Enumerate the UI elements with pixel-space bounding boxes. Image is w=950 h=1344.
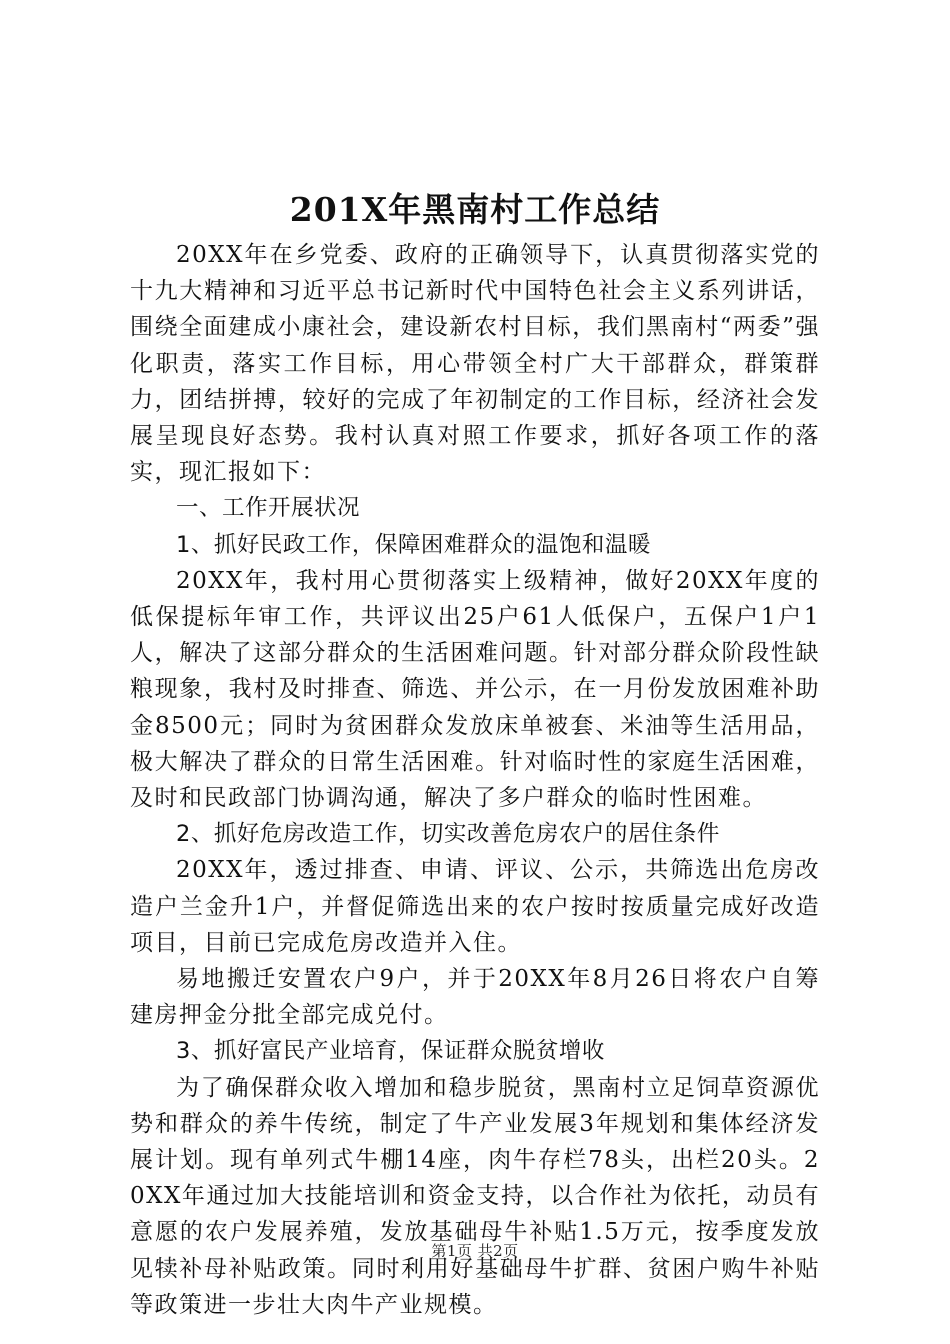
section-heading: 一、工作开展状况 (176, 495, 361, 522)
subsection-heading-1: 1、抓好民政工作，保障困难群众的温饱和温暖 (176, 531, 651, 558)
document-title: 201X年黑南村工作总结 (289, 190, 661, 229)
body-paragraph-industry: 为了确保群众收入增加和稳步脱贫，黑南村立足饲草资源优势和群众的养牛传统，制定了牛产业发展3年规划和集体经济发展计划。现有单列式牛棚14座，肉牛存栏78头，出栏20头。20XX年通过加大技能培训和资金支持，以合作社为依托，动员有意愿的农户发展养殖，发放基础母牛补贴1.5万元，按季度发放见犊补母补贴政策。同时利用好基础母牛扩群、贫困户购牛补贴等政策进一步壮大肉牛产业规模。 (130, 1074, 820, 1318)
intro-paragraph: 20XX年在乡党委、政府的正确领导下，认真贯彻落实党的十九大精神和习近平总书记新时代中国特色社会主义系列讲话，围绕全面建成小康社会，建设新农村目标，我们黑南村“两委”强化职责，落实工作目标，用心带领全村广大干部群众，群策群力，团结拼搏，较好的完成了年初制定的工作目标，经济社会发展呈现良好态势。我村认真对照工作要求，抓好各项工作的落实，现汇报如下： (130, 242, 820, 486)
subsection-heading-3: 3、抓好富民产业培育，保证群众脱贫增收 (176, 1038, 605, 1065)
body-paragraph-relocation: 易地搬迁安置农户9户，并于20XX年8月26日将农户自筹建房押金分批全部完成兑付。 (130, 966, 820, 1029)
document-body (130, 183, 820, 1323)
body-paragraph-housing: 20XX年，透过排查、申请、评议、公示，共筛选出危房改造户兰金升1户，并督促筛选出来的农户按时按质量完成好改造项目，目前已完成危房改造并入住。 (130, 857, 820, 956)
page-footer: 第1页 共2页 (431, 1242, 519, 1260)
subsection-heading-2: 2、抓好危房改造工作，切实改善危房农户的居住条件 (176, 821, 720, 848)
body-paragraph-civil-affairs: 20XX年，我村用心贯彻落实上级精神，做好20XX年度的低保提标年审工作，共评议出25户61人低保户，五保户1户1人，解决了这部分群众的生活困难问题。针对部分群众阶段性缺粮现象，我村及时排查、筛选、并公示，在一月份发放困难补助金8500元；同时为贫困群众发放床单被套、米油等生活用品，极大解决了群众的日常生活困难。针对临时性的家庭生活困难，及时和民政部门协调沟通，解决了多户群众的临时性困难。 (130, 567, 820, 812)
